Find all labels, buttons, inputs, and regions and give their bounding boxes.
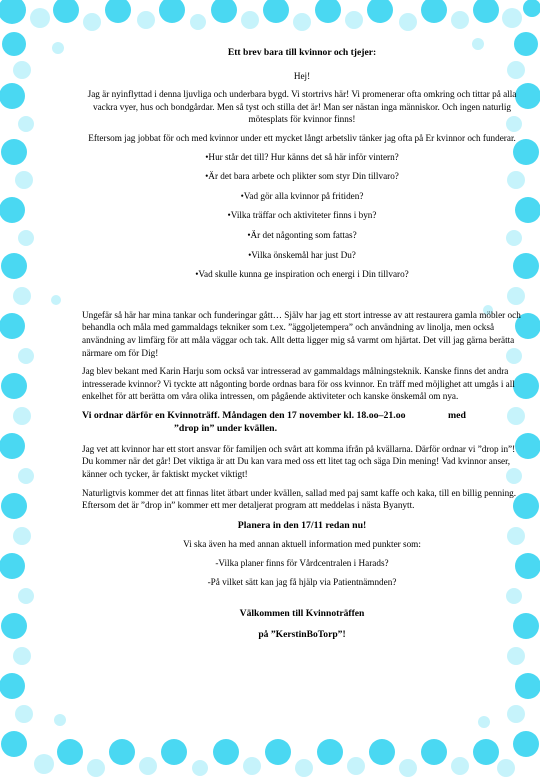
- bubble-dot: [18, 116, 34, 132]
- paragraph-thinking: Eftersom jag jobbat för och med kvinnor under ett mycket långt arbetsliv tänker jag ofta på Er kvinnor och funderar.: [88, 132, 516, 143]
- bubble-dot: [345, 11, 363, 29]
- bubble-dot: [507, 647, 525, 665]
- bubble-dot: [473, 739, 499, 765]
- paragraph-intro: Jag är nyinflyttad i denna ljuvliga och underbara bygd. Vi stortrivs här! Vi promenerar ofta omkring och tittar på alla vackra vyer, hus och bondgårdar. Men så tyst och stilla det är! Man ser nästan inga människor. Och ingen naturlig mötesplats för kvinnor finns!: [87, 89, 517, 125]
- bubble-dot: [421, 739, 447, 765]
- bubble-dot: [369, 739, 395, 765]
- bubble-dot: [192, 760, 208, 776]
- event-notice: [82, 409, 522, 435]
- question-item: •Hur står det till? Hur känns det så här inför vintern?: [205, 151, 399, 162]
- event-notice-date: Vi ordnar därför en Kvinnoträff. Måndagen den 17 november kl. 18.oo–21.oo: [82, 409, 406, 421]
- question-item: •Vad skulle kunna ge inspiration och energi i Din tillvaro?: [195, 269, 409, 280]
- bubble-dot: [1, 253, 27, 279]
- bubble-dot: [51, 295, 61, 305]
- bubble-dot: [137, 11, 155, 29]
- bubble-dot: [451, 757, 469, 775]
- bubble-dot: [315, 0, 341, 23]
- bubble-dot: [507, 705, 525, 723]
- bubble-dot: [515, 673, 540, 699]
- signature-line: på ”KerstinBoTorp”!: [258, 628, 346, 640]
- bubble-dot: [13, 647, 31, 665]
- bubble-dot: [0, 83, 25, 109]
- bubble-dot: [399, 759, 417, 777]
- bubble-dot: [0, 0, 26, 24]
- bubble-dot: [18, 348, 34, 364]
- bubble-dot: [0, 433, 25, 459]
- paragraph-interest: Ungefär så här har mina tankar och funderingar gått… Själv har jag ett stort intresse av att restaurera gamla möbler och behandla och måla med gammaldags tekniker som t.ex. ”äggoljetempera” och användning av linolja, men också användning av limfärg för att måla väggar och tak. Allt detta ligger mig så varmt om hjärtat. Det vill jag gärna berätta närmare om för Dig!: [82, 309, 521, 358]
- bubble-dot: [1, 139, 27, 165]
- info-point: -Vilka planer finns för Vårdcentralen i Harads?: [215, 558, 389, 569]
- bubble-dot: [211, 0, 237, 23]
- bubble-dot: [190, 14, 206, 30]
- bubble-dot: [54, 714, 66, 726]
- bubble-dot: [13, 527, 31, 545]
- bubble-dot: [13, 287, 31, 305]
- welcome-line: Välkommen till Kvinnoträffen: [239, 608, 365, 620]
- event-notice-dropin: ”drop in” under kvällen.: [174, 422, 278, 434]
- bubble-dot: [263, 0, 289, 23]
- bubble-dot: [473, 0, 499, 23]
- bubble-dot: [0, 197, 25, 223]
- bubble-dot: [241, 11, 259, 29]
- question-list: [82, 151, 522, 281]
- bubble-dot: [523, 0, 540, 17]
- question-item: •Vad gör alla kvinnor på fritiden?: [240, 190, 364, 201]
- question-item: •Är det bara arbete och plikter som styr Din tillvaro?: [205, 171, 399, 182]
- bubble-dot: [1, 731, 27, 757]
- bubble-dot: [478, 716, 490, 728]
- bubble-dot: [109, 739, 135, 765]
- bubble-dot: [399, 13, 417, 31]
- bubble-dot: [0, 673, 25, 699]
- bubble-dot: [13, 61, 31, 79]
- bubble-dot: [53, 0, 79, 23]
- question-item: •Är det någonting som fattas?: [247, 229, 357, 240]
- bubble-dot: [30, 8, 50, 28]
- bubble-dot: [421, 0, 447, 23]
- bubble-dot: [18, 230, 34, 246]
- bubble-dot: [265, 739, 291, 765]
- bubble-dot: [0, 553, 25, 579]
- bubble-dot: [317, 739, 343, 765]
- bubble-dot: [295, 759, 313, 777]
- bubble-dot: [34, 754, 54, 774]
- bubble-dot: [18, 588, 34, 604]
- bubble-dot: [139, 757, 157, 775]
- plan-ahead-heading: Planera in den 17/11 redan nu!: [237, 519, 367, 531]
- paragraph-responsibility: Jag vet att kvinnor har ett stort ansvar för familjen och svårt att komma ifrån på kvällarna. Därför ordnar vi ”drop in”! Du kommer när det går! Det viktiga är att Du kan vara med oss ett litet tag och säga Din mening! Vad kvinnor anser, känner och tycker, är faktiskt mycket viktigt!: [82, 443, 516, 480]
- greeting: Hej!: [293, 70, 311, 81]
- bubble-dot: [18, 468, 34, 484]
- bubble-dot: [497, 759, 515, 777]
- bubble-dot: [15, 705, 33, 723]
- paragraph-food: Naturligtvis kommer det att finnas litet ätbart under kvällen, sallad med paj samt kaffe och kaka, till en billig penning. Eftersom det är ”drop in” kommer ett mer detaljerat program att meddelas i nästa Byanytt.: [82, 487, 517, 511]
- bubble-dot: [0, 313, 25, 339]
- bubble-dot: [105, 0, 131, 23]
- bubble-dot: [513, 731, 539, 757]
- question-item: •Vilka önskemål har just Du?: [248, 249, 356, 260]
- bubble-dot: [243, 757, 261, 775]
- letter-title: Ett brev bara till kvinnor och tjejer:: [227, 47, 377, 58]
- event-notice-med: med: [447, 409, 466, 421]
- bubble-dot: [347, 757, 365, 775]
- bubble-dot: [1, 493, 27, 519]
- bubble-dot: [15, 171, 33, 189]
- bubble-dot: [2, 32, 26, 56]
- bubble-dot: [52, 42, 64, 54]
- question-item: •Vilka träffar och aktiviteter finns i byn?: [227, 210, 377, 221]
- info-point: -På vilket sätt kan jag få hjälp via Patientnämnden?: [207, 576, 397, 587]
- letter-body: [82, 47, 522, 641]
- bubble-dot: [502, 8, 522, 28]
- bubble-dot: [161, 739, 187, 765]
- bubble-dot: [451, 11, 469, 29]
- bubble-dot: [213, 739, 239, 765]
- bubble-dot: [159, 0, 185, 23]
- bubble-dot: [83, 13, 101, 31]
- bubble-dot: [1, 613, 27, 639]
- bubble-dot: [13, 407, 31, 425]
- bubble-dot: [1, 373, 27, 399]
- bubble-dot: [57, 739, 83, 765]
- bubble-dot: [367, 0, 393, 23]
- paragraph-karin: Jag blev bekant med Karin Harju som också var intresserad av gammaldags målningsteknik. Kanske finns det andra intresserade kvinnor? Vi tyckte att någonting borde ordnas bara för oss kvinnor. En träff med möjlighet att umgås i all enkelhet för att berätta om våra olika intressen, om pågående aktiviteter och kanske önskemål om nya.: [82, 366, 515, 402]
- info-intro: Vi ska även ha med annan aktuell information med punkter som:: [183, 539, 421, 550]
- bubble-dot: [87, 759, 105, 777]
- bubble-dot: [293, 13, 311, 31]
